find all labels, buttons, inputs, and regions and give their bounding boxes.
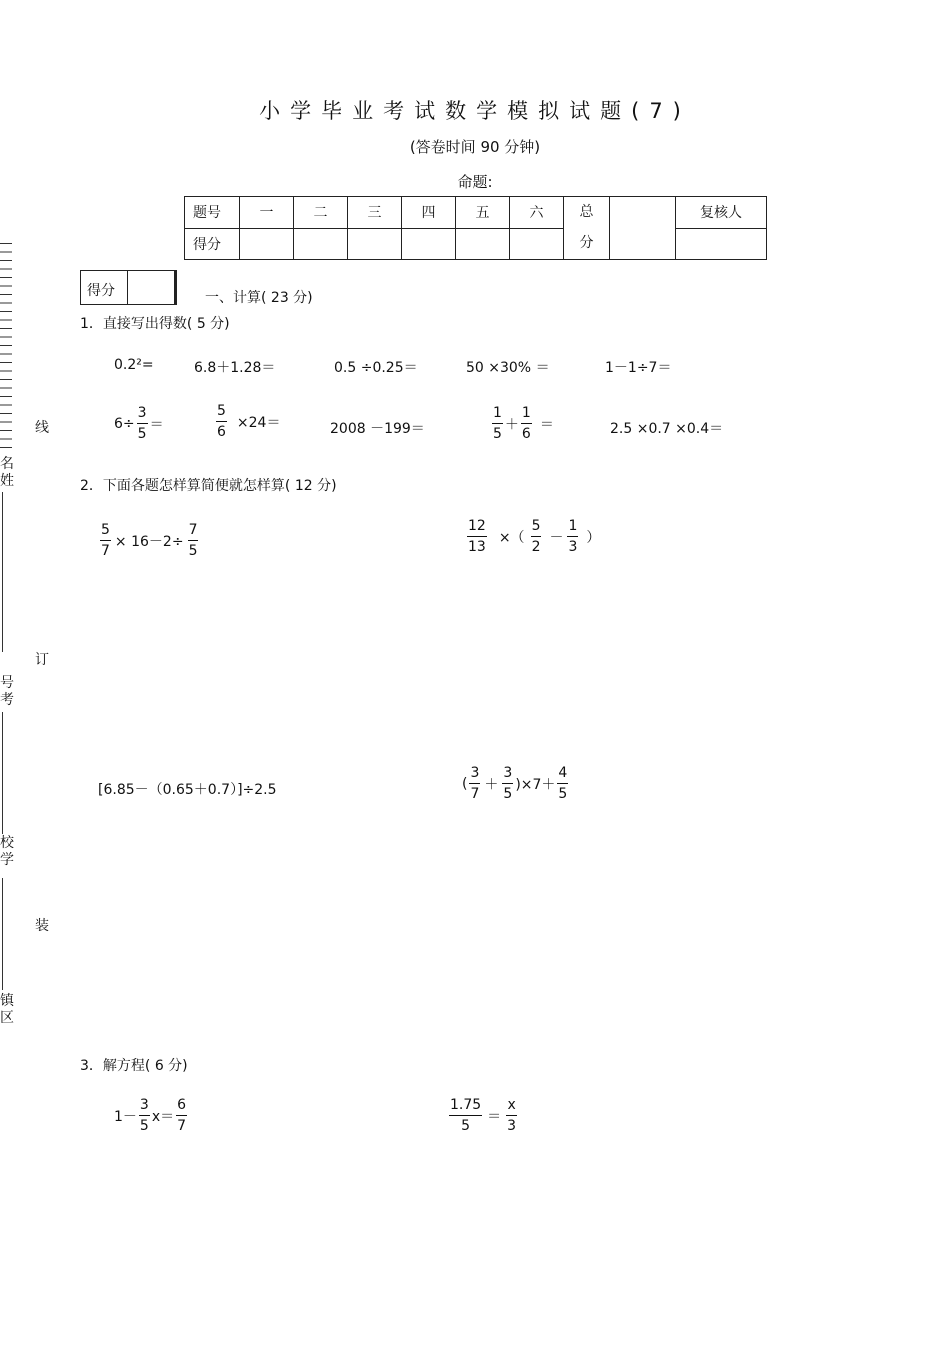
expr-text: ＝ (539, 416, 554, 433)
binding-tick-marks (0, 243, 12, 448)
expr-text: × 16－2÷ (114, 533, 184, 550)
q1-item: 1－1÷7＝ (605, 360, 672, 376)
score-table-header: 二 (294, 197, 348, 229)
score-box-edge (174, 271, 176, 304)
fraction (176, 1097, 187, 1134)
fraction (467, 518, 487, 555)
expr-text: － (549, 529, 564, 546)
numerator: 3 (502, 765, 513, 784)
q1-item: 2008 －199＝ (330, 421, 425, 437)
numerator: 3 (137, 405, 148, 424)
binding-name-char-2: 姓 (0, 473, 14, 489)
expr-text: x＝ (151, 1108, 175, 1125)
fraction (567, 518, 578, 555)
q2-item (98, 522, 200, 559)
expr-text: ( (462, 775, 468, 792)
binding-line (2, 712, 3, 834)
denominator: 5 (139, 1118, 149, 1134)
fraction (492, 405, 503, 442)
numerator: 1 (521, 405, 532, 424)
denominator: 5 (503, 786, 513, 802)
score-cell[interactable] (240, 228, 294, 260)
binding-label-line: 线 (35, 420, 49, 436)
binding-line (2, 492, 3, 652)
denominator: 5 (493, 426, 502, 442)
denominator: 3 (507, 1118, 517, 1134)
numerator: 3 (139, 1097, 150, 1116)
binding-line (2, 878, 3, 990)
numerator: 5 (531, 518, 542, 537)
fraction (449, 1097, 482, 1134)
total-label-text: 总分 (579, 204, 594, 251)
numerator: 5 (216, 403, 227, 422)
binding-examno-char-2: 考 (0, 692, 14, 708)
q1-item: 0.2²= (114, 357, 154, 373)
numerator: 12 (467, 518, 487, 537)
expr-text: ×24＝ (236, 414, 281, 431)
q1-item (114, 405, 164, 442)
denominator: 7 (101, 543, 110, 559)
numerator: 1 (492, 405, 503, 424)
expr-text: ×（ (498, 529, 525, 546)
score-table-header: 四 (402, 197, 456, 229)
score-cell[interactable] (510, 228, 564, 260)
fraction (502, 765, 513, 802)
denominator: 13 (468, 539, 486, 555)
binding-town-char-1: 镇 (0, 993, 14, 1009)
binding-school-char-2: 学 (0, 852, 14, 868)
denominator: 7 (177, 1118, 187, 1134)
q1-item: 50 ×30% ＝ (466, 360, 550, 376)
denominator: 6 (521, 426, 531, 442)
denominator: 6 (217, 424, 226, 440)
q3-equation (114, 1097, 189, 1134)
fraction (139, 1097, 150, 1134)
expr-text: ） (586, 529, 601, 546)
fraction (531, 518, 542, 555)
score-table (184, 196, 767, 260)
expr-text: ＋ (504, 416, 519, 433)
fraction (506, 1097, 517, 1134)
exam-duration: (答卷时间 90 分钟) (409, 138, 541, 156)
score-cell[interactable] (294, 228, 348, 260)
score-table-row-label: 得分 (185, 228, 240, 260)
expr-text: 1－ (114, 1108, 137, 1125)
numerator: 6 (176, 1097, 187, 1116)
score-table-header: 一 (240, 197, 294, 229)
question-3-heading: 3．解方程( 6 分) (80, 1058, 188, 1074)
binding-name-char-1: 名 (0, 456, 14, 472)
denominator: 2 (531, 539, 541, 555)
score-cell[interactable] (456, 228, 510, 260)
score-table-header: 五 (456, 197, 510, 229)
expr-text: ＋ (484, 776, 499, 793)
section-1-heading: 一、计算( 23 分) (205, 290, 313, 306)
score-cell[interactable] (348, 228, 402, 260)
expr-text: 6÷ (114, 415, 135, 432)
score-box-label: 得分 (87, 283, 115, 299)
denominator: 5 (137, 426, 147, 442)
q1-item (214, 403, 280, 440)
author-label: 命题: (457, 173, 493, 191)
binding-examno-char-1: 号 (0, 675, 14, 691)
score-table-reviewer: 复核人 (676, 197, 767, 229)
fraction (469, 765, 480, 802)
denominator: 3 (568, 539, 578, 555)
q2-item: [6.85－（0.65＋0.7）]÷2.5 (98, 782, 277, 798)
binding-school-char-1: 校 (0, 835, 14, 851)
page-title: 小学毕业考试数学模拟试题(7) (259, 99, 691, 123)
fraction (216, 403, 227, 440)
binding-label-ding: 订 (35, 652, 49, 668)
binding-town-char-2: 区 (0, 1010, 14, 1026)
score-table-total-label (564, 197, 610, 260)
numerator: 7 (188, 522, 199, 541)
fraction (188, 522, 199, 559)
numerator: 1.75 (449, 1097, 482, 1116)
q1-item: 0.5 ÷0.25＝ (334, 360, 418, 376)
reviewer-cell[interactable] (676, 228, 767, 260)
q1-item: 2.5 ×0.7 ×0.4＝ (610, 421, 724, 437)
score-table-header: 题号 (185, 197, 240, 229)
q1-item (490, 405, 554, 442)
binding-label-zhuang: 装 (35, 918, 49, 934)
expr-text: ＝ (149, 416, 164, 433)
denominator: 7 (470, 786, 480, 802)
score-table-header: 三 (348, 197, 402, 229)
numerator: 1 (567, 518, 578, 537)
question-1-heading: 1．直接写出得数( 5 分) (80, 316, 230, 332)
q2-item (462, 765, 570, 802)
denominator: 5 (188, 543, 198, 559)
fraction (521, 405, 532, 442)
score-table-total-cell[interactable] (610, 197, 676, 260)
question-2-heading: 2．下面各题怎样算简便就怎样算( 12 分) (80, 478, 337, 494)
expr-text: ＝ (487, 1108, 502, 1125)
expr-text: )×7＋ (515, 776, 556, 793)
fraction (557, 765, 568, 802)
q3-equation (447, 1097, 519, 1134)
score-table-header: 六 (510, 197, 564, 229)
fraction (137, 405, 148, 442)
numerator: 4 (557, 765, 568, 784)
denominator: 5 (461, 1118, 471, 1134)
q1-item: 6.8＋1.28＝ (194, 360, 276, 376)
numerator: 5 (100, 522, 111, 541)
fraction (100, 522, 111, 559)
numerator: 3 (469, 765, 480, 784)
score-cell[interactable] (402, 228, 456, 260)
section-score-box (80, 270, 177, 305)
score-box-divider (127, 271, 128, 304)
numerator: x (506, 1097, 516, 1116)
q2-item (465, 518, 600, 555)
denominator: 5 (558, 786, 568, 802)
